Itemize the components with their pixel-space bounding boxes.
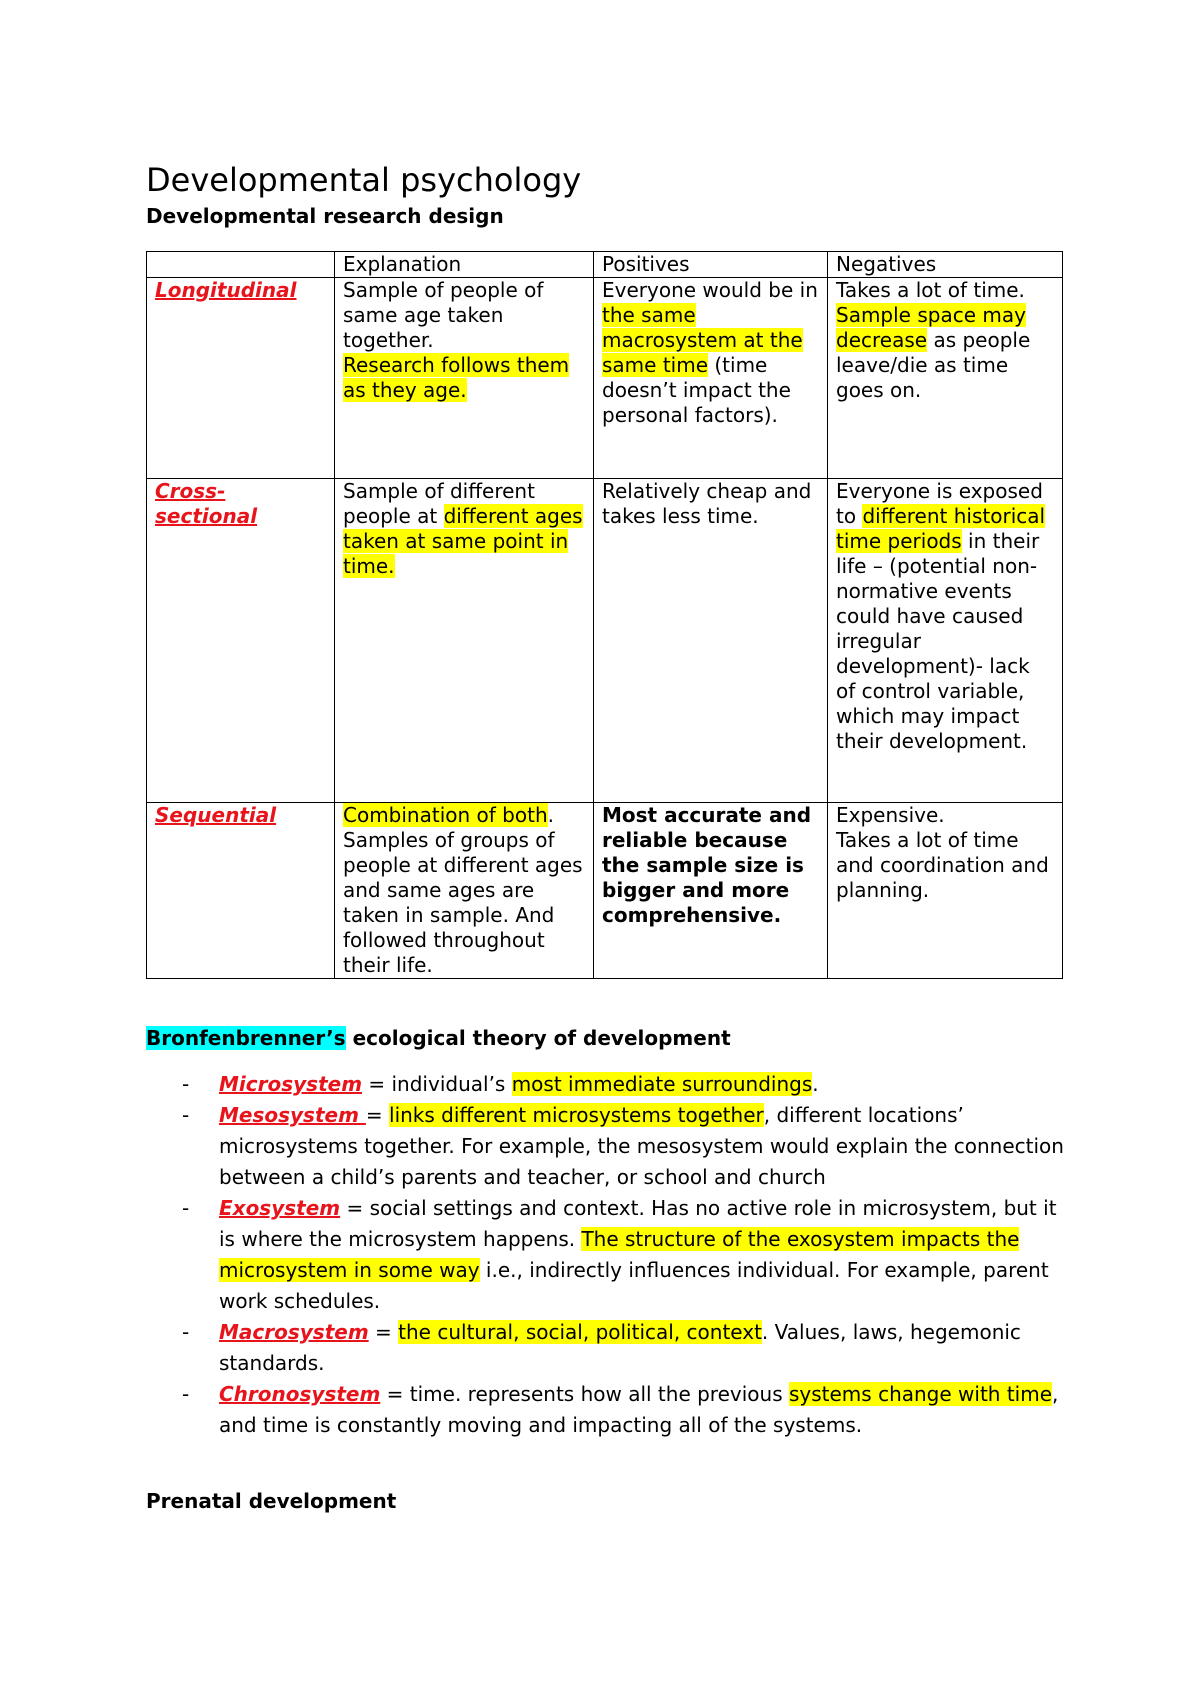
item-text-after: i.e., indirectly influences individual. For example, parent work schedules. <box>219 1258 1049 1313</box>
list-item-macrosystem <box>146 1317 1066 1379</box>
list-item-exosystem <box>146 1193 1066 1317</box>
positives-highlight: the same macrosystem at the same time <box>602 303 803 377</box>
item-highlight: The structure of the exosystem impacts the microsystem in some way <box>219 1227 1020 1282</box>
explanation-cell <box>335 278 594 479</box>
explanation-highlight: Research follows them as they age. <box>343 353 570 402</box>
heading-highlight: Bronfenbrenner’s <box>146 1026 346 1050</box>
negatives-cell <box>828 479 1063 803</box>
negatives-text-before: Takes a lot of time. <box>836 278 1025 302</box>
item-text-before: = time. represents how all the previous <box>380 1382 789 1406</box>
explanation-text-after: . Samples of groups of people at different ages and same ages are taken in sample. And followed throughout their life. <box>343 803 583 977</box>
negatives-line-1: Expensive. <box>836 803 945 827</box>
term-macrosystem: Macrosystem <box>219 1320 369 1344</box>
table-header-positives: Positives <box>594 252 828 278</box>
term-chronosystem: Chronosystem <box>219 1382 381 1406</box>
positives-bold-text: Most accurate and reliable because the sample size is bigger and more comprehensive. <box>602 803 812 927</box>
negatives-highlight: different historical time periods <box>836 504 1046 553</box>
negatives-cell <box>828 278 1063 479</box>
design-name-sequential: Sequential <box>155 803 277 827</box>
positives-text-before: Everyone would be in <box>602 278 818 302</box>
negatives-text-after: as people leave/die as time goes on. <box>836 328 1031 402</box>
item-highlight: most immediate surroundings <box>511 1072 813 1096</box>
design-name-longitudinal: Longitudinal <box>155 278 297 302</box>
positives-text: Relatively cheap and takes less time. <box>602 479 812 528</box>
section-title-research-design: Developmental research design <box>146 204 504 228</box>
table-row-longitudinal <box>147 278 1063 479</box>
item-text-after: . <box>812 1072 819 1096</box>
item-text-before: = <box>365 1103 390 1127</box>
ecological-systems-list <box>146 1069 1066 1441</box>
bullet-dash: - <box>182 1072 190 1096</box>
section-title-prenatal: Prenatal development <box>146 1489 397 1513</box>
item-text-after: , different locations’ microsystems together. For example, the mesosystem would explain the connection between a child’s parents and teacher, or school and church <box>219 1103 1064 1189</box>
positives-cell <box>594 278 828 479</box>
list-item-chronosystem <box>146 1379 1066 1441</box>
heading-rest: ecological theory of development <box>352 1026 731 1050</box>
negatives-text-before: Everyone is exposed to <box>836 479 1043 528</box>
bullet-dash: - <box>182 1196 190 1220</box>
term-microsystem: Microsystem <box>219 1072 363 1096</box>
table-row-cross-sectional <box>147 479 1063 803</box>
explanation-highlight: different ages taken at same point in time. <box>343 504 583 578</box>
table-header-explanation: Explanation <box>335 252 594 278</box>
item-text-after: . Values, laws, hegemonic standards. <box>219 1320 1021 1375</box>
item-highlight: the cultural, social, political, context <box>398 1320 762 1344</box>
positives-cell <box>594 479 828 803</box>
table-header-row <box>147 252 1063 278</box>
list-item-mesosystem <box>146 1100 1066 1193</box>
design-cell <box>147 479 335 803</box>
bullet-dash: - <box>182 1382 190 1406</box>
table-row-sequential <box>147 803 1063 979</box>
list-item-microsystem <box>146 1069 1066 1100</box>
negatives-cell <box>828 803 1063 979</box>
item-text-before: = social settings and context. Has no active role in microsystem, but it is where the microsystem happens. <box>219 1196 1057 1251</box>
bullet-dash: - <box>182 1320 190 1344</box>
design-cell <box>147 803 335 979</box>
page-title: Developmental psychology <box>146 161 582 199</box>
item-highlight: systems change with time <box>788 1382 1053 1406</box>
explanation-text: Sample of people of same age taken together. <box>343 278 544 352</box>
item-text-before: = individual’s <box>362 1072 512 1096</box>
negatives-text-after: in their life – (potential non-normative events could have caused irregular development)- lack of control variable, which may impact their development. <box>836 529 1040 753</box>
positives-cell <box>594 803 828 979</box>
explanation-cell <box>335 803 594 979</box>
term-mesosystem: Mesosystem <box>219 1103 366 1127</box>
bullet-dash: - <box>182 1103 190 1127</box>
negatives-highlight: Sample space may decrease <box>836 303 1026 352</box>
item-text-before: = <box>368 1320 399 1344</box>
research-design-table <box>146 251 1063 979</box>
table-header-negatives: Negatives <box>828 252 1063 278</box>
negatives-line-2: Takes a lot of time and coordination and planning. <box>836 828 1049 902</box>
explanation-highlight: Combination of both <box>343 803 548 827</box>
positives-text-after: (time doesn’t impact the personal factors). <box>602 353 791 427</box>
explanation-cell <box>335 479 594 803</box>
design-name-cross-sectional: Cross-sectional <box>155 479 258 528</box>
design-cell <box>147 278 335 479</box>
explanation-text-before: Sample of different people at <box>343 479 535 528</box>
item-highlight: links different microsystems together <box>389 1103 764 1127</box>
term-exosystem: Exosystem <box>219 1196 341 1220</box>
item-text-after: , and time is constantly moving and impacting all of the systems. <box>219 1382 1059 1437</box>
section-title-bronfenbrenner <box>146 1024 731 1052</box>
table-header-empty <box>147 252 335 278</box>
